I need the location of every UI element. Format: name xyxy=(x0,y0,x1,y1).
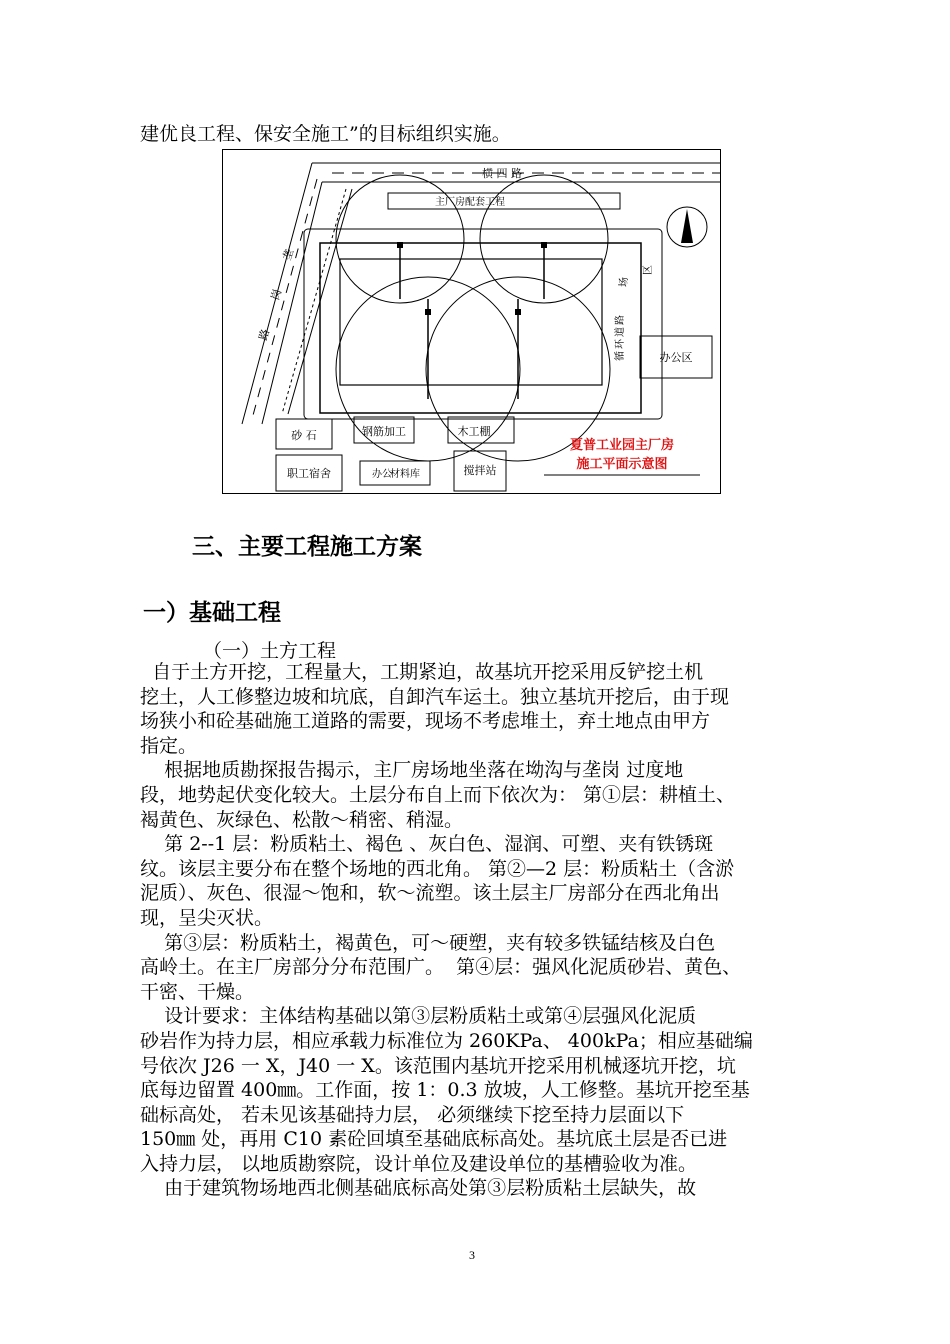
figure-title-line1: 夏普工业园主厂房 xyxy=(569,438,675,453)
main-building-outline xyxy=(340,259,602,385)
paragraph-line: 泥质）、灰色、很湿～饱和，软～流塑。该土层主厂房部分在西北角出 xyxy=(140,882,720,905)
paragraph-line: 底每边留置 400㎜。工作面，按 1：0.3 放坡，人工修整。基坑开挖至基 xyxy=(140,1079,750,1102)
office-small-label: 办公 xyxy=(372,469,392,480)
wood-shed-label: 木工棚 xyxy=(457,425,491,438)
paragraph-line: 第 2--1 层：粉质粘土、褐色 、灰白色、湿润、可塑、夹有铁锈斑 xyxy=(140,833,714,856)
sand-stone-label: 砂 石 xyxy=(291,429,317,442)
paragraph-line: 砂岩作为持力层，相应承载力标准位为 260KPa、 400kPa；相应基础编 xyxy=(140,1029,753,1052)
paragraph-line: 根据地质勘探报告揭示，主厂房场地坐落在坳沟与垄岗 过度地 xyxy=(140,759,684,782)
paragraph-line: 号依次 J26 一 X，J40 一 X。该范围内基坑开挖采用机械逐坑开挖，坑 xyxy=(140,1054,736,1077)
staff-dorm-label: 职工宿舍 xyxy=(287,467,331,480)
material-store-label: 材料库 xyxy=(390,469,420,480)
circular-road-label-2: 区 xyxy=(643,265,654,275)
paragraph-line: 第③层：粉质粘土，褐黄色，可～硬塑，夹有较多铁锰结核及白色 xyxy=(140,931,716,954)
paragraph-line: 础标高处， 若未见该基础持力层， 必须继续下挖至持力层面以下 xyxy=(140,1103,685,1126)
circular-road-label-5: 道 xyxy=(615,327,626,337)
intro-line: 建优良工程、保安全施工”的目标组织实施。 xyxy=(140,123,511,145)
site-plan-figure xyxy=(222,149,721,494)
circular-road-label-3: 循 xyxy=(615,351,626,361)
road-left-label-3: 路 xyxy=(256,327,273,342)
figure-title-line2: 施工平面示意图 xyxy=(576,457,668,472)
paragraph-line: 150㎜ 处，再用 C10 素砼回填至基础底标高处。基坑底土层是否已进 xyxy=(140,1128,728,1151)
project-label: 主厂房配套工程 xyxy=(435,197,505,208)
paragraph-line: 场狭小和砼基础施工道路的需要，现场不考虑堆土，弃土地点由甲方 xyxy=(140,710,711,733)
page-number: 3 xyxy=(469,1248,475,1262)
rebar-workshop-label: 钢筋加工 xyxy=(362,425,406,438)
body-text xyxy=(140,660,815,1201)
subsection-heading: 一）基础工程 xyxy=(143,600,281,626)
paragraph-line: 干密、干燥。 xyxy=(140,980,255,1003)
paragraph-line: 设计要求：主体结构基础以第③层粉质粘土或第④层强风化泥质 xyxy=(140,1005,697,1028)
road-top-label: 横 四 路 xyxy=(482,167,522,180)
paragraph-line: 入持力层， 以地质勘察院，设计单位及建设单位的基槽验收为准。 xyxy=(140,1152,698,1175)
circular-road-label-1: 场 xyxy=(619,277,630,287)
paragraph-line: 挖土，人工修整边坡和坑底，自卸汽车运土。独立基坑开挖后，由于现 xyxy=(140,685,730,708)
paragraph-line: 高岭土。在主厂房部分分布范围广。 第④层：强风化泥质砂岩、黄色、 xyxy=(140,956,742,979)
section-heading: 三、主要工程施工方案 xyxy=(192,534,422,560)
circular-road-label-4: 环 xyxy=(615,339,626,349)
sub-sub-heading: （一）土方工程 xyxy=(203,640,337,662)
paragraph-line: 指定。 xyxy=(140,734,198,757)
paragraph-line: 褐黄色、灰绿色、松散～稍密、稍湿。 xyxy=(140,808,464,831)
paragraph-line: 由于建筑物场地西北侧基础底标高处第③层粉质粘土层缺失，故 xyxy=(140,1177,697,1200)
office-area-label: 办公区 xyxy=(659,351,693,364)
road-left-label-2: 岗 xyxy=(268,287,285,302)
paragraph-line: 自于土方开挖，工程量大，工期紧迫，故基坑开挖采用反铲挖土机 xyxy=(140,661,704,683)
paragraph-line: 现，呈尖灭状。 xyxy=(140,906,274,929)
paragraph-line: 纹。该层主要分布在整个场地的西北角。 第②—2 层：粉质粘土（含淤 xyxy=(140,857,735,880)
mixing-station-label: 搅拌站 xyxy=(463,464,497,477)
circular-road-label-6: 路 xyxy=(615,315,626,325)
road-left-label-1: 垄 xyxy=(280,247,297,262)
paragraph-line: 段，地势起伏变化较大。土层分布自上而下依次为： 第①层：耕植土、 xyxy=(140,783,736,806)
